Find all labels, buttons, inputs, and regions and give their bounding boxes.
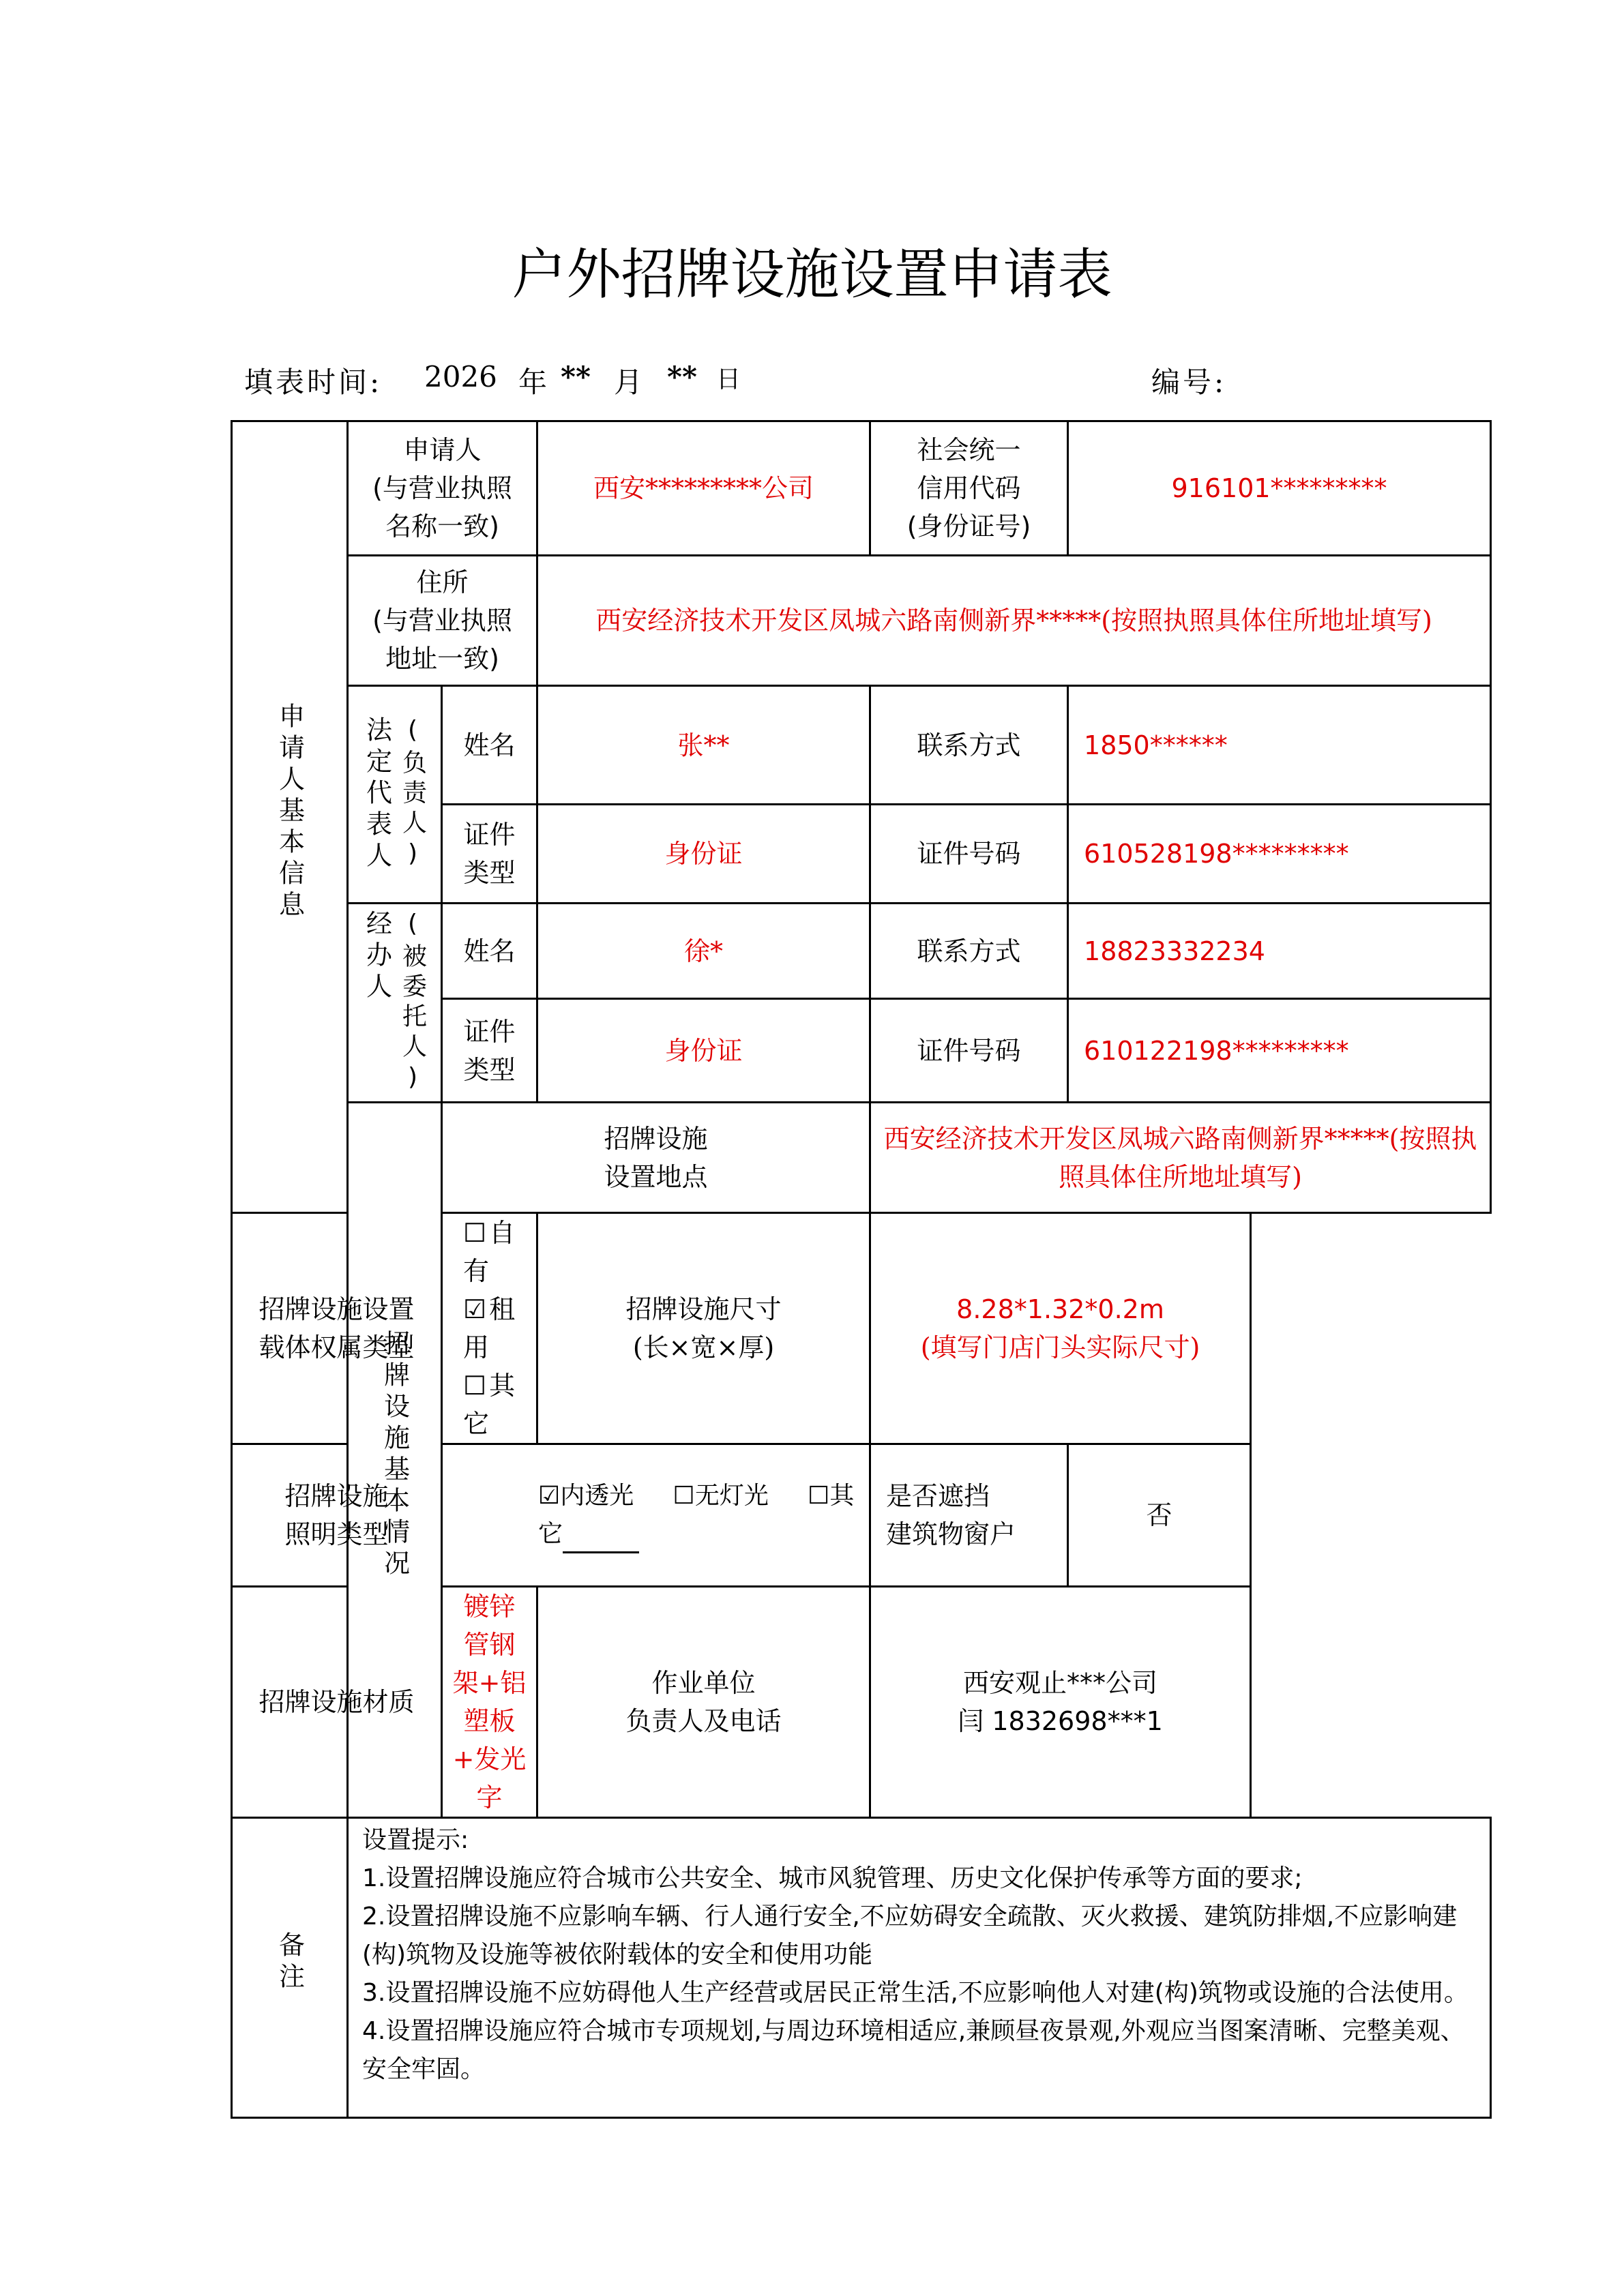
- material-value[interactable]: 镀锌管钢架+铝塑板+发光字: [442, 1587, 537, 1818]
- agent-name-label: 姓名: [442, 904, 537, 999]
- agent-id-no-label: 证件号码: [870, 999, 1068, 1103]
- notes-line: 4.设置招牌设施应符合城市专项规划,与周边环境相适应,兼顾昼夜景观,外观应当图案清晰、完整美观、安全牢固。: [362, 2017, 1465, 2083]
- legal-rep-id-type-label: 证件 类型: [442, 805, 537, 904]
- applicant-name-label: 申请人 (与营业执照 名称一致): [348, 421, 537, 556]
- legal-rep-id-no-value[interactable]: 610528198*********: [1068, 805, 1491, 904]
- material-label: 招牌设施材质: [232, 1587, 442, 1818]
- agent-contact-value[interactable]: 18823332234: [1068, 904, 1491, 999]
- date-day-unit: 日: [716, 366, 741, 393]
- legal-rep-name-label: 姓名: [442, 686, 537, 805]
- address-label: 住所 (与营业执照 地址一致): [348, 556, 537, 686]
- notes-line: 设置提示:: [362, 1826, 469, 1854]
- date-month-unit: 月: [614, 366, 643, 399]
- window-block-value[interactable]: 否: [1068, 1444, 1251, 1587]
- notes-section-label: 备注: [232, 1818, 348, 2118]
- size-value[interactable]: 8.28*1.32*0.2m: [956, 1294, 1164, 1324]
- checkbox-checked-icon[interactable]: ☑: [538, 1482, 561, 1510]
- notes-line: 2.设置招牌设施不应影响车辆、行人通行安全,不应妨碍安全疏散、灭火救援、建筑防排烟,不应影响建(构)筑物及设施等被依附载体的安全和使用功能: [362, 1903, 1458, 1969]
- agent-contact-label: 联系方式: [870, 904, 1068, 999]
- ownership-options: [442, 1213, 537, 1444]
- size-value-cell: [870, 1213, 1251, 1444]
- lighting-option-other[interactable]: ☐其它: [538, 1482, 854, 1548]
- date-label: 填表时间:: [244, 366, 383, 399]
- other-blank-line[interactable]: [563, 1524, 639, 1553]
- checkbox-unchecked-icon[interactable]: ☐: [463, 1371, 487, 1401]
- lighting-label: 招牌设施 照明类型: [232, 1444, 442, 1587]
- application-form-table: [231, 420, 1492, 2119]
- date-day[interactable]: **: [667, 360, 697, 393]
- contractor-label: 作业单位 负责人及电话: [537, 1587, 870, 1818]
- checkbox-unchecked-icon[interactable]: ☐: [808, 1482, 830, 1510]
- notes-line: 3.设置招牌设施不应妨碍他人生产经营或居民正常生活,不应影响他人对建(构)筑物或设施的合法使用。: [362, 1979, 1468, 2007]
- date-year-unit: 年: [518, 366, 548, 399]
- legal-rep-id-no-label: 证件号码: [870, 805, 1068, 904]
- lighting-options: [442, 1444, 870, 1587]
- credit-code-label: 社会统一 信用代码 (身份证号): [870, 421, 1068, 556]
- agent-group-label: 经办人 (被委托人): [348, 904, 442, 1103]
- ownership-option-owned[interactable]: ☐ 自有: [463, 1218, 515, 1286]
- ownership-option-rented[interactable]: ☑ 租用: [463, 1294, 515, 1362]
- legal-rep-id-type-value[interactable]: 身份证: [537, 805, 870, 904]
- address-value[interactable]: 西安经济技术开发区凤城六路南侧新界*****(按照执照具体住所地址填写): [537, 556, 1491, 686]
- lighting-option-backlit[interactable]: ☑内透光: [538, 1482, 634, 1510]
- agent-id-type-label: 证件 类型: [442, 999, 537, 1103]
- legal-rep-contact-label: 联系方式: [870, 686, 1068, 805]
- agent-name-value[interactable]: 徐*: [537, 904, 870, 999]
- applicant-name-value[interactable]: 西安*********公司: [537, 421, 870, 556]
- credit-code-value[interactable]: 916101*********: [1068, 421, 1491, 556]
- facility-section-label: 招牌设施基本情况: [348, 1103, 442, 1818]
- window-block-label: 是否遮挡 建筑物窗户: [870, 1444, 1068, 1587]
- notes-line: 1.设置招牌设施应符合城市公共安全、城市风貌管理、历史文化保护传承等方面的要求;: [362, 1864, 1303, 1892]
- legal-rep-contact-value[interactable]: 1850******: [1068, 686, 1491, 805]
- ownership-option-other[interactable]: ☐ 其它: [463, 1371, 515, 1439]
- form-title: 户外招牌设施设置申请表: [512, 243, 1112, 306]
- agent-id-type-value[interactable]: 身份证: [537, 999, 870, 1103]
- agent-id-no-value[interactable]: 610122198*********: [1068, 999, 1491, 1103]
- date-month[interactable]: **: [561, 360, 591, 393]
- size-label: 招牌设施尺寸 (长×宽×厚): [537, 1213, 870, 1444]
- location-label: 招牌设施 设置地点: [442, 1103, 870, 1213]
- lighting-option-none[interactable]: ☐无灯光: [673, 1482, 769, 1510]
- contractor-value[interactable]: 西安观止***公司 闫 1832698***1: [870, 1587, 1251, 1818]
- date-year[interactable]: 2026: [424, 360, 497, 393]
- checkbox-checked-icon[interactable]: ☑: [463, 1294, 487, 1324]
- ownership-label: 招牌设施设置 载体权属类型: [232, 1213, 442, 1444]
- size-note: (填写门店门头实际尺寸): [920, 1332, 1200, 1362]
- checkbox-unchecked-icon[interactable]: ☐: [463, 1218, 487, 1248]
- applicant-section-label: 申请人基本信息: [232, 421, 348, 1213]
- checkbox-unchecked-icon[interactable]: ☐: [673, 1482, 695, 1510]
- legal-rep-group-label: 法定代表人 (负责人): [348, 686, 442, 904]
- location-value[interactable]: 西安经济技术开发区凤城六路南侧新界*****(按照执照具体住所地址填写): [870, 1103, 1491, 1213]
- serial-number-label: 编号:: [1151, 366, 1227, 399]
- notes-content: [348, 1818, 1491, 2118]
- legal-rep-name-value[interactable]: 张**: [537, 686, 870, 805]
